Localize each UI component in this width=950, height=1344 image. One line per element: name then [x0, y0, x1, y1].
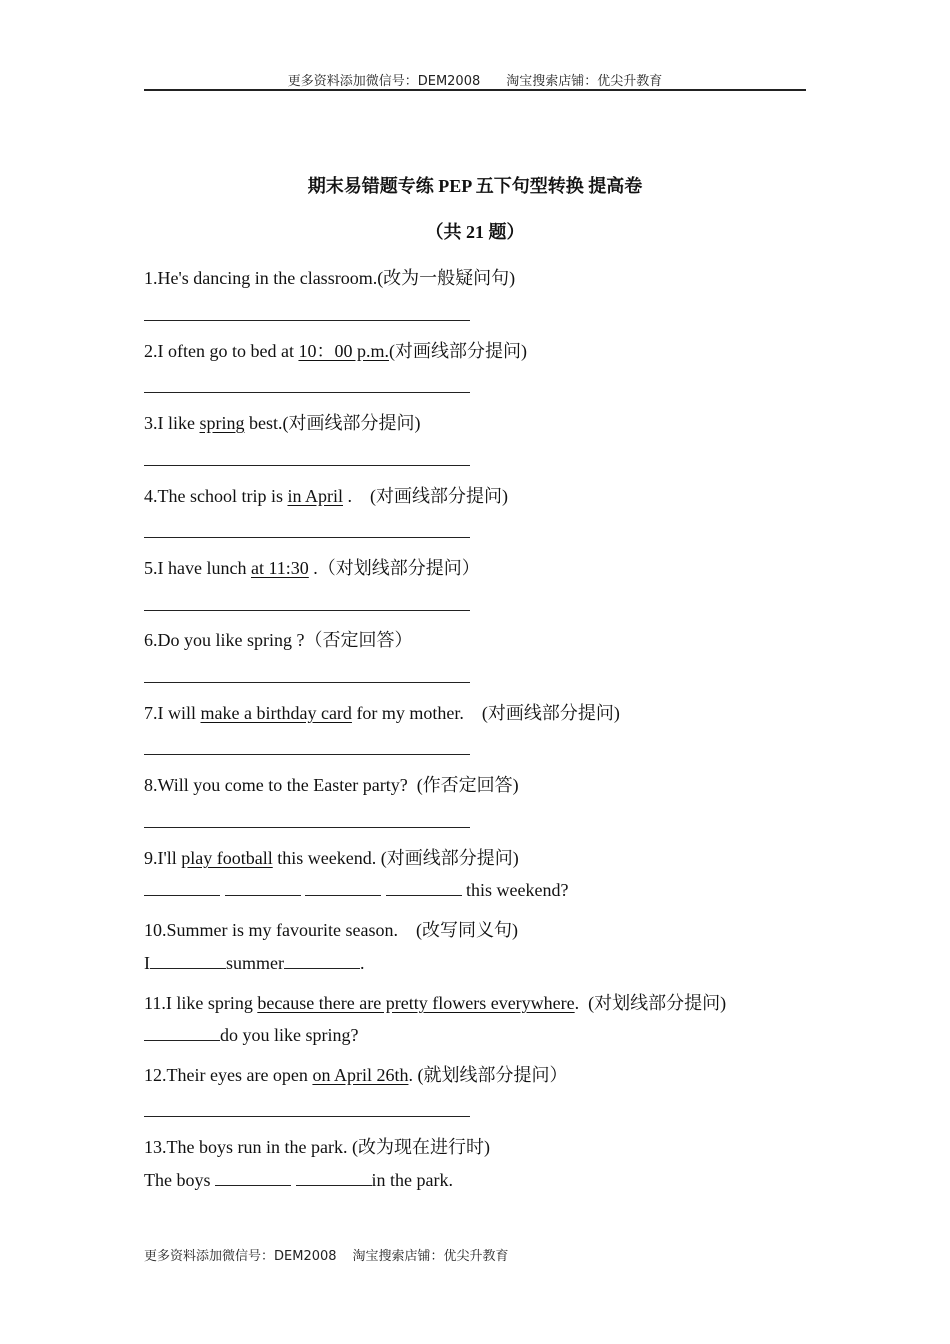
- question-2: [144, 337, 527, 363]
- question-5-underlined: at 11:30: [250, 558, 309, 578]
- question-2-text: 2.I often go to bed at: [144, 341, 299, 361]
- question-9-instruction: this weekend. (对画线部分提问): [272, 848, 519, 868]
- question-4-instruction: . (对画线部分提问): [343, 486, 508, 506]
- answer-13-pre: The boys: [144, 1170, 215, 1190]
- question-12: [144, 1061, 567, 1087]
- question-1: 1.He's dancing in the classroom.(改为一般疑问句): [144, 268, 516, 288]
- question-4: [144, 482, 508, 508]
- question-7: [144, 699, 620, 725]
- question-5-text: 5.I have lunch: [144, 558, 251, 578]
- blank[interactable]: [225, 880, 301, 896]
- question-7-instruction: for my mother. (对画线部分提问): [351, 703, 620, 723]
- page-header: [144, 70, 806, 89]
- answer-11-tail: do you like spring?: [220, 1025, 359, 1045]
- blank[interactable]: [386, 880, 462, 896]
- question-7-text: 7.I will: [144, 703, 201, 723]
- question-11: [144, 989, 726, 1015]
- question-10: 10.Summer is my favourite season. (改写同义句): [144, 920, 518, 940]
- answer-13: [144, 1170, 453, 1191]
- answer-11: [144, 1025, 358, 1046]
- answer-line-3: [144, 465, 470, 466]
- blank[interactable]: [215, 1170, 291, 1186]
- answer-line-4: [144, 537, 470, 538]
- answer-9-tail: this weekend?: [461, 880, 569, 900]
- question-8: 8.Will you come to the Easter party? (作否定回答): [144, 775, 519, 795]
- blank[interactable]: [144, 1025, 220, 1041]
- question-2-underlined: 10：00 p.m.: [298, 341, 389, 361]
- question-11-instruction: . (对划线部分提问): [574, 993, 727, 1013]
- header-wechat: 更多资料添加微信号：DEM2008: [287, 74, 481, 89]
- blank[interactable]: [144, 880, 220, 896]
- question-9-underlined: play football: [181, 848, 273, 868]
- answer-10-c: .: [360, 953, 365, 973]
- question-3-instruction: best.(对画线部分提问): [244, 413, 421, 433]
- worksheet-title: 期末易错题专练 PEP 五下句型转换 提高卷: [307, 176, 643, 196]
- answer-line-7: [144, 754, 470, 755]
- question-12-instruction: . (就划线部分提问）: [408, 1065, 568, 1085]
- question-7-underlined: make a birthday card: [200, 703, 352, 723]
- question-9-text: 9.I'll: [144, 848, 182, 868]
- question-6: 6.Do you like spring ?（否定回答）: [144, 630, 413, 650]
- answer-13-tail: in the park.: [371, 1170, 453, 1190]
- header-shop: 淘宝搜索店铺：优尖升教育: [506, 74, 663, 89]
- blank[interactable]: [296, 1170, 372, 1186]
- answer-line-12: [144, 1116, 470, 1117]
- question-12-underlined: on April 26th: [312, 1065, 409, 1085]
- question-11-underlined: because there are pretty flowers everywhere: [257, 993, 575, 1013]
- question-3-text: 3.I like: [144, 413, 200, 433]
- question-2-instruction: (对画线部分提问): [388, 341, 527, 361]
- question-3-underlined: spring: [199, 413, 245, 433]
- worksheet-subtitle: （共 21 题）: [425, 222, 525, 242]
- footer-shop: 淘宝搜索店铺：优尖升教育: [352, 1249, 509, 1264]
- answer-line-6: [144, 682, 470, 683]
- answer-9: [144, 880, 568, 901]
- question-5-instruction: .（对划线部分提问）: [308, 558, 480, 578]
- answer-line-1: [144, 320, 470, 321]
- footer-wechat: 更多资料添加微信号：DEM2008: [144, 1249, 337, 1264]
- blank[interactable]: [284, 953, 360, 969]
- question-9: [144, 844, 519, 870]
- header-divider: [144, 89, 806, 91]
- answer-line-2: [144, 392, 470, 393]
- answer-10-a: I: [144, 953, 150, 973]
- answer-10-b: summer: [226, 953, 284, 973]
- answer-10: [144, 953, 365, 974]
- blank[interactable]: [150, 953, 226, 969]
- question-11-text: 11.I like spring: [144, 993, 258, 1013]
- answer-line-8: [144, 827, 470, 828]
- question-3: [144, 409, 420, 435]
- question-5: [144, 554, 480, 580]
- question-12-text: 12.Their eyes are open: [144, 1065, 313, 1085]
- question-4-underlined: in April: [287, 486, 343, 506]
- question-4-text: 4.The school trip is: [144, 486, 288, 506]
- question-13: 13.The boys run in the park. (改为现在进行时): [144, 1137, 490, 1157]
- page-footer: [144, 1245, 509, 1264]
- answer-line-5: [144, 610, 470, 611]
- blank[interactable]: [305, 880, 381, 896]
